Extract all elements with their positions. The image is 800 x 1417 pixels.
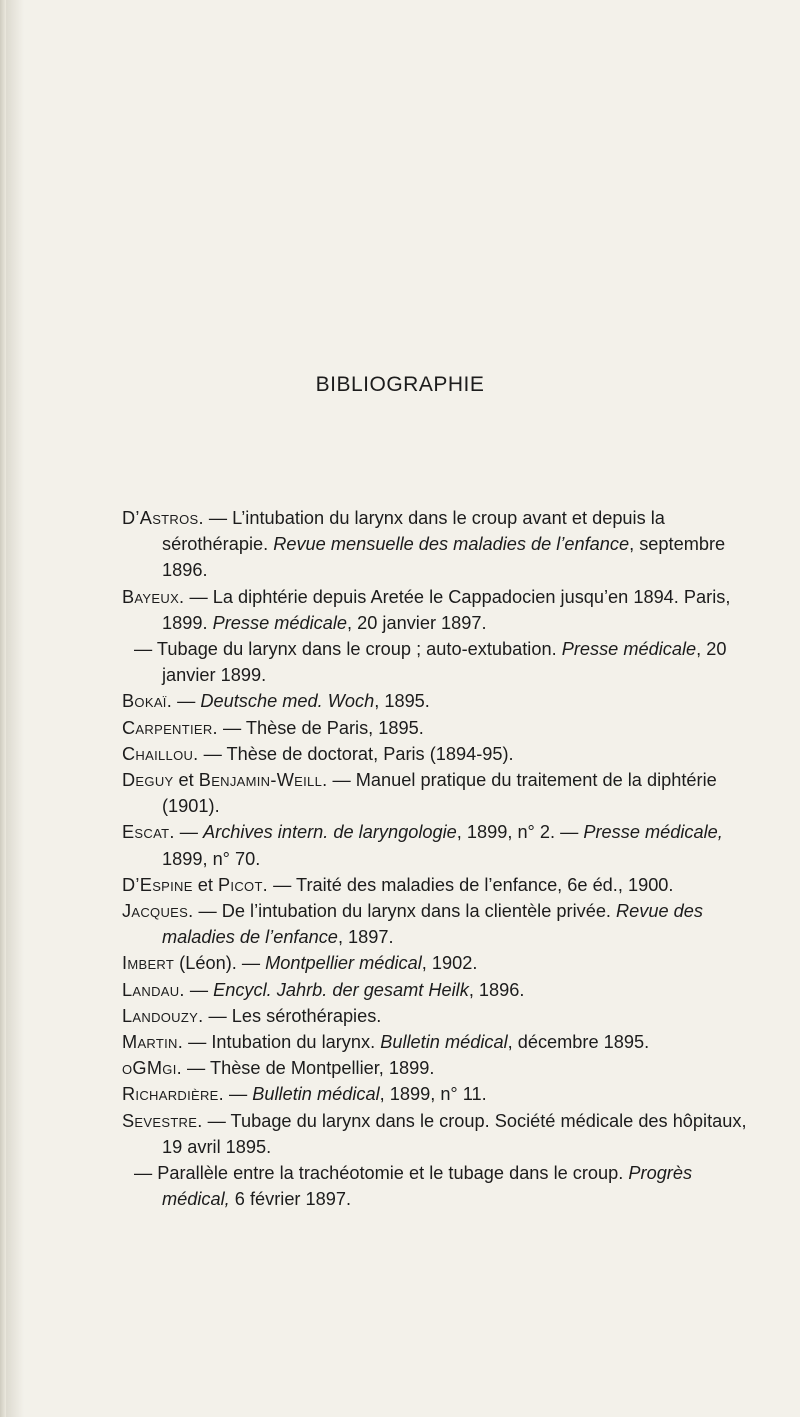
bibliography-entry: [122, 767, 762, 819]
entry-journal: Revue des maladies de l’enfance: [162, 901, 703, 948]
entry-citation: , 1896.: [468, 979, 525, 1000]
bibliography-entry: [122, 1081, 762, 1107]
entry-journal: Bulletin médical: [380, 1032, 508, 1053]
entry-author: Martin.: [122, 1032, 184, 1053]
entry-text: —: [172, 691, 201, 712]
entry-journal: Bulletin médical: [252, 1084, 380, 1105]
entry-citation: , 1895.: [374, 691, 430, 712]
page-binding-shadow: [6, 0, 24, 1417]
entry-journal: Revue mensuelle des maladies de l’enfance: [273, 534, 630, 555]
entry-journal: Archives intern. de laryngologie: [203, 822, 457, 843]
entry-journal: Progrès médical,: [162, 1163, 693, 1210]
entry-text: — Traité des maladies de l’enfance, 6e éd., 1900.: [268, 874, 674, 895]
bibliography-entry: [122, 1108, 762, 1160]
entry-author: —: [134, 639, 153, 660]
entry-author: Carpentier.: [122, 717, 218, 738]
entry-citation: , décembre 1895.: [507, 1032, 650, 1053]
bibliography-list: [122, 505, 762, 1212]
entry-author: Jacques.: [122, 901, 194, 922]
entry-author: oGMgi.: [122, 1058, 182, 1079]
entry-author: Deguy: [122, 770, 174, 791]
entry-citation: , 1899, n° 11.: [379, 1084, 487, 1105]
bibliography-entry: [122, 977, 762, 1003]
bibliography-entry: [122, 688, 762, 714]
entry-conjunction: et: [173, 770, 199, 791]
entry-citation: , septembre 1896.: [162, 534, 726, 581]
entry-author: —: [134, 1163, 153, 1184]
bibliography-entry: [122, 950, 762, 976]
entry-author: Picot.: [218, 874, 269, 895]
entry-text: — Thèse de Paris, 1895.: [217, 717, 424, 738]
entry-author: Bayeux.: [122, 586, 185, 607]
page-title: BIBLIOGRAPHIE: [315, 373, 485, 396]
entry-conjunction: et: [192, 874, 218, 895]
entry-text: —: [174, 822, 203, 843]
entry-author: Landau.: [122, 979, 185, 1000]
bibliography-entry: [122, 898, 762, 950]
entry-journal: Presse médicale: [561, 639, 697, 660]
bibliography-entry: [122, 1055, 762, 1081]
entry-text: —: [223, 1084, 253, 1105]
entry-text: — L’intubation du larynx dans le croup avant et depuis la sérothérapie.: [162, 508, 665, 555]
bibliography-entry: [122, 1029, 762, 1055]
bibliography-entry: [122, 872, 762, 898]
entry-citation: 1899, n° 70.: [162, 848, 261, 869]
entry-citation: , 1902.: [421, 953, 478, 974]
entry-text: — Thèse de doctorat, Paris (1894-95).: [198, 743, 514, 764]
entry-text: — Intubation du larynx.: [183, 1032, 381, 1053]
bibliography-entry: [122, 636, 762, 688]
entry-citation: , 1899, n° 2. —: [456, 822, 584, 843]
entry-journal: Presse médicale: [212, 612, 348, 633]
entry-text: — De l’intubation du larynx dans la clientèle privée.: [193, 901, 617, 922]
entry-author: Benjamin-Weill.: [198, 770, 328, 791]
entry-author: D’Espine: [122, 874, 193, 895]
bibliography-entry: [122, 741, 762, 767]
entry-text: — La diphtérie depuis Aretée le Cappadocien jusqu’en 1894. Paris, 1899.: [162, 586, 731, 633]
entry-author: Imbert: [122, 953, 175, 974]
entry-journal: Deutsche med. Woch: [200, 691, 375, 712]
entry-author: Richardière.: [122, 1084, 224, 1105]
entry-author: Landouzy.: [122, 1005, 204, 1026]
bibliography-entry: [122, 505, 762, 584]
entry-text: — Thèse de Montpellier, 1899.: [182, 1058, 435, 1079]
entry-author: Sevestre.: [122, 1110, 203, 1131]
entry-citation: , 20 janvier 1897.: [347, 612, 487, 633]
entry-text: — Les sérothérapies.: [203, 1005, 382, 1026]
entry-journal: Montpellier médical: [265, 953, 422, 974]
bibliography-entry: [122, 819, 762, 871]
entry-author: D’Astros.: [122, 508, 204, 528]
entry-text: — Tubage du larynx dans le croup. Société médicale des hôpitaux, 19 avril 1895.: [162, 1110, 747, 1157]
entry-author: Bokaï.: [122, 691, 173, 712]
bibliography-entry: [122, 1003, 762, 1029]
entry-author: Chaillou.: [122, 743, 199, 764]
entry-citation: , 20 janvier 1899.: [162, 639, 727, 686]
entry-citation: 6 février 1897.: [229, 1189, 352, 1210]
bibliography-entry: [122, 584, 762, 636]
bibliography-entry: [122, 715, 762, 741]
bibliography-entry: [122, 1160, 762, 1212]
entry-citation: , 1897.: [337, 927, 394, 948]
entry-text: —: [184, 979, 214, 1000]
entry-text: — Manuel pratique du traitement de la diphtérie (1901).: [162, 770, 717, 817]
entry-text: Parallèle entre la trachéotomie et le tubage dans le croup.: [152, 1163, 629, 1184]
entry-journal: Presse médicale,: [583, 822, 723, 843]
entry-journal: Encycl. Jahrb. der gesamt Heilk: [213, 979, 469, 1000]
entry-text: Tubage du larynx dans le croup ; auto-extubation.: [152, 639, 562, 660]
entry-text: (Léon). —: [174, 953, 266, 974]
entry-author: Escat.: [122, 822, 175, 843]
